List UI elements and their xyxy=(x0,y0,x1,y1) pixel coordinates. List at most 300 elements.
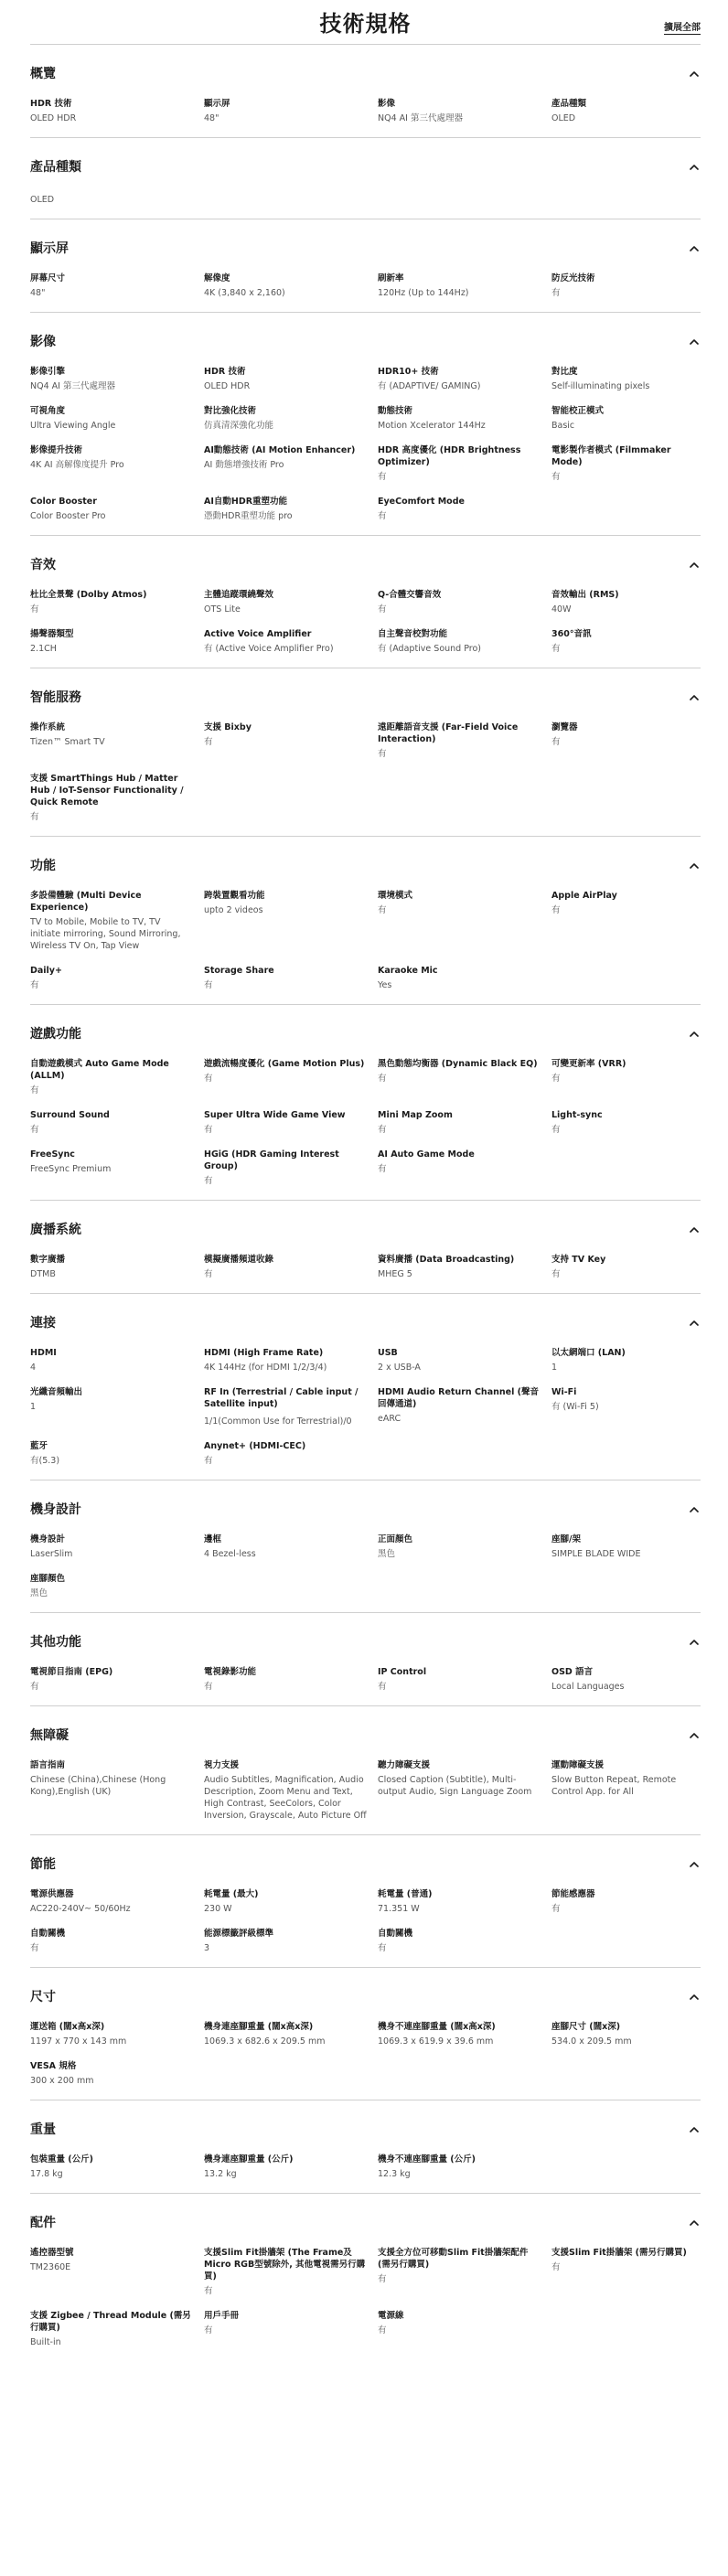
spec-item xyxy=(204,1254,378,1280)
spec-value: 有 xyxy=(378,511,387,521)
spec-item xyxy=(551,405,701,432)
spec-item xyxy=(204,496,378,522)
spec-label: 機身連座腳重量 (公斤) xyxy=(204,2154,294,2164)
spec-label: 黑色動態均衡器 (Dynamic Black EQ) xyxy=(378,1059,538,1069)
spec-value: 有 xyxy=(204,2286,213,2296)
spec-item xyxy=(204,2060,378,2087)
spec-item xyxy=(204,2310,378,2348)
spec-item xyxy=(551,1254,701,1280)
section-header-toggle[interactable] xyxy=(30,156,701,176)
spec-item xyxy=(30,1347,204,1374)
spec-item xyxy=(378,2021,551,2047)
spec-label: 防反光技術 xyxy=(551,273,595,283)
spec-item xyxy=(378,1759,551,1822)
spec-section xyxy=(30,219,701,312)
spec-value: OLED xyxy=(30,195,55,205)
spec-value: 有 xyxy=(30,604,39,615)
page-bottom-spacer xyxy=(30,2361,701,2389)
spec-label: 藍牙 xyxy=(30,1441,48,1451)
section-title: 功能 xyxy=(30,859,56,873)
spec-label: Wi-Fi xyxy=(551,1387,577,1397)
spec-item xyxy=(378,2154,551,2180)
spec-item xyxy=(204,1534,378,1560)
spec-value: 有 xyxy=(378,1682,387,1692)
spec-item xyxy=(30,1149,204,1187)
spec-label: FreeSync xyxy=(30,1149,75,1160)
spec-value: 有 xyxy=(204,1456,213,1466)
spec-item xyxy=(378,890,551,952)
spec-value: LaserSlim xyxy=(30,1549,73,1559)
spec-label: HDR 高度優化 (HDR Brightness Optimizer) xyxy=(378,445,521,467)
spec-item xyxy=(30,1254,204,1280)
spec-item xyxy=(551,1928,701,1954)
spec-label: 光纖音頻輸出 xyxy=(30,1387,83,1397)
spec-value: Color Booster Pro xyxy=(30,511,106,521)
chevron-up-icon[interactable] xyxy=(688,1990,701,2003)
spec-value: 有 xyxy=(551,737,561,747)
spec-label: 運送箱 (闊x高x深) xyxy=(30,2022,105,2032)
spec-label: 能源標籤評級標準 xyxy=(204,1929,274,1939)
section-title: 連接 xyxy=(30,1316,56,1331)
spec-value: 有 (Wi-Fi 5) xyxy=(551,1402,599,1412)
spec-item xyxy=(551,98,701,124)
spec-label: 機身設計 xyxy=(30,1534,66,1545)
spec-item xyxy=(551,366,701,392)
spec-label: HGiG (HDR Gaming Interest Group) xyxy=(204,1149,339,1171)
spec-label: RF In (Terrestrial / Cable input / Satellite input) xyxy=(204,1387,359,1409)
spec-grid xyxy=(30,589,701,655)
spec-value: 4 Bezel-less xyxy=(204,1549,256,1559)
spec-label: Q-合體交響音效 xyxy=(378,590,442,600)
spec-item xyxy=(30,1928,204,1954)
spec-item xyxy=(378,444,551,483)
spec-value: 有(5.3) xyxy=(30,1456,60,1466)
spec-item xyxy=(551,1058,701,1096)
spec-section xyxy=(30,44,701,137)
spec-label: 電視錄影功能 xyxy=(204,1667,257,1677)
spec-item xyxy=(378,1254,551,1280)
spec-item xyxy=(551,1149,701,1187)
spec-value: 有 xyxy=(378,1164,387,1174)
spec-value: 有 xyxy=(551,1074,561,1084)
spec-section xyxy=(30,668,701,836)
spec-item xyxy=(30,1058,204,1096)
spec-item xyxy=(551,965,701,991)
spec-label: 刷新率 xyxy=(378,273,404,283)
spec-item xyxy=(30,1386,204,1427)
spec-value: 有 xyxy=(378,604,387,615)
spec-item xyxy=(551,1386,701,1427)
section-title: 尺寸 xyxy=(30,1990,56,2004)
spec-label: Karaoke Mic xyxy=(378,966,438,976)
section-header-toggle[interactable] xyxy=(30,1499,701,1519)
spec-label: 用戶手冊 xyxy=(204,2311,240,2321)
spec-item xyxy=(378,1109,551,1136)
section-header-toggle[interactable] xyxy=(30,1854,701,1874)
spec-label: 跨裝置觀看功能 xyxy=(204,891,265,901)
chevron-up-icon[interactable] xyxy=(688,241,701,254)
spec-value: 71.351 W xyxy=(378,1904,420,1914)
spec-item xyxy=(30,1888,204,1915)
spec-item xyxy=(551,1666,701,1693)
spec-item xyxy=(378,773,551,823)
spec-item xyxy=(378,2060,551,2087)
spec-label: 電影製作者模式 (Filmmaker Mode) xyxy=(551,445,671,467)
spec-value: 1069.3 x 619.9 x 39.6 mm xyxy=(378,2036,494,2047)
spec-item xyxy=(30,366,204,392)
spec-item xyxy=(378,366,551,392)
spec-label: 智能校正模式 xyxy=(551,406,605,416)
spec-item xyxy=(551,628,701,655)
spec-value: 有 xyxy=(551,1125,561,1135)
spec-section xyxy=(30,2193,701,2361)
spec-value: 有 xyxy=(551,905,561,915)
spec-item xyxy=(30,496,204,522)
spec-label: 遊戲流暢度優化 (Game Motion Plus) xyxy=(204,1059,365,1069)
spec-label: 包裝重量 (公斤) xyxy=(30,2154,93,2164)
section-title: 遊戲功能 xyxy=(30,1027,81,1042)
section-header-toggle[interactable] xyxy=(30,63,701,83)
spec-section xyxy=(30,137,701,219)
spec-value: SIMPLE BLADE WIDE xyxy=(551,1549,641,1559)
spec-value: 有 xyxy=(204,2325,213,2336)
spec-value: Self-illuminating pixels xyxy=(551,381,650,391)
spec-value: 有 xyxy=(551,288,561,298)
spec-label: 座腳尺寸 (闊x深) xyxy=(551,2022,621,2032)
spec-label: 主體追蹤環繞聲效 xyxy=(204,590,274,600)
spec-label: 屏幕尺寸 xyxy=(30,273,66,283)
section-header-toggle[interactable] xyxy=(30,1219,701,1239)
spec-item xyxy=(30,1534,204,1560)
spec-section xyxy=(30,1705,701,1834)
spec-grid xyxy=(30,1534,701,1599)
chevron-up-icon[interactable] xyxy=(688,2216,701,2229)
spec-value: 有 xyxy=(378,905,387,915)
spec-value: Local Languages xyxy=(551,1682,625,1692)
spec-item xyxy=(378,2310,551,2348)
spec-label: Light-sync xyxy=(551,1110,603,1120)
spec-label: 操作系統 xyxy=(30,722,66,732)
chevron-up-icon[interactable] xyxy=(688,67,701,80)
chevron-up-icon[interactable] xyxy=(688,160,701,173)
spec-item xyxy=(204,773,378,823)
spec-label: Surround Sound xyxy=(30,1110,110,1120)
spec-label: 產品種類 xyxy=(551,99,587,109)
spec-label: 音效輸出 (RMS) xyxy=(551,590,619,600)
spec-value: 1 xyxy=(30,1402,37,1412)
spec-value: 仿真清深強化功能 xyxy=(204,421,274,431)
spec-value: Slow Button Repeat, Remote Control App. for All xyxy=(551,1775,677,1797)
section-title: 其他功能 xyxy=(30,1635,81,1650)
spec-item xyxy=(204,1928,378,1954)
spec-value: 有 xyxy=(204,1269,213,1279)
spec-value: 4 xyxy=(30,1363,37,1373)
spec-label: 多設備體驗 (Multi Device Experience) xyxy=(30,891,142,913)
spec-section xyxy=(30,1612,701,1705)
section-header-toggle[interactable] xyxy=(30,1725,701,1745)
spec-grid xyxy=(30,1666,701,1693)
spec-item xyxy=(378,1666,551,1693)
spec-item xyxy=(30,589,204,615)
spec-value: Ultra Viewing Angle xyxy=(30,421,116,431)
spec-label: 動態技術 xyxy=(378,406,413,416)
spec-item xyxy=(551,1534,701,1560)
spec-item xyxy=(30,2154,204,2180)
spec-value: 有 (Adaptive Sound Pro) xyxy=(378,644,482,654)
spec-item xyxy=(378,273,551,299)
section-title: 機身設計 xyxy=(30,1502,81,1517)
section-title: 廣播系統 xyxy=(30,1223,81,1237)
spec-label: 解像度 xyxy=(204,273,230,283)
spec-label: Super Ultra Wide Game View xyxy=(204,1110,346,1120)
spec-item xyxy=(30,444,204,483)
spec-grid xyxy=(30,1058,701,1187)
chevron-up-icon[interactable] xyxy=(688,1027,701,1040)
spec-item xyxy=(30,628,204,655)
spec-value: 黑色 xyxy=(30,1588,48,1598)
spec-item xyxy=(551,1109,701,1136)
spec-value: 有 xyxy=(30,1085,39,1096)
spec-value: 有 xyxy=(551,2262,561,2272)
spec-item xyxy=(30,1666,204,1693)
spec-item xyxy=(378,628,551,655)
spec-item xyxy=(551,1573,701,1599)
spec-label: 支援Slim Fit掛牆架 (需另行購買) xyxy=(551,2248,687,2258)
spec-item xyxy=(551,2021,701,2047)
section-title: 概覽 xyxy=(30,67,56,81)
spec-item xyxy=(204,628,378,655)
chevron-up-icon[interactable] xyxy=(688,2122,701,2135)
spec-item xyxy=(30,773,204,823)
spec-value: 有 xyxy=(378,1943,387,1953)
spec-section xyxy=(30,312,701,535)
spec-label: 機身不連座腳重量 (闊x高x深) xyxy=(378,2022,496,2032)
spec-item xyxy=(551,2247,701,2297)
spec-value: 48" xyxy=(204,113,219,123)
spec-item xyxy=(551,890,701,952)
spec-item xyxy=(204,273,378,299)
chevron-up-icon[interactable] xyxy=(688,335,701,347)
spec-item xyxy=(30,405,204,432)
spec-label: 電源供應器 xyxy=(30,1889,74,1899)
spec-item xyxy=(204,1666,378,1693)
spec-item xyxy=(204,965,378,991)
spec-value: NQ4 AI 第三代處理器 xyxy=(378,113,463,123)
spec-item xyxy=(378,98,551,124)
spec-label: Color Booster xyxy=(30,497,97,507)
section-header-toggle[interactable] xyxy=(30,331,701,351)
spec-item xyxy=(378,1149,551,1187)
spec-item xyxy=(30,2021,204,2047)
spec-value: 3 xyxy=(204,1943,210,1953)
spec-value: 534.0 x 209.5 mm xyxy=(551,2036,632,2047)
spec-item xyxy=(378,1347,551,1374)
spec-label: 可視角度 xyxy=(30,406,66,416)
spec-label: 邊框 xyxy=(204,1534,222,1545)
spec-item xyxy=(204,589,378,615)
spec-value: 有 xyxy=(551,472,561,482)
spec-value: 1197 x 770 x 143 mm xyxy=(30,2036,127,2047)
spec-section xyxy=(30,836,701,1004)
spec-value: AI 動態增強技術 Pro xyxy=(204,460,284,470)
spec-item xyxy=(378,1058,551,1096)
spec-item xyxy=(378,1888,551,1915)
spec-value: 有 xyxy=(30,1125,39,1135)
spec-label: 機身連座腳重量 (闊x高x深) xyxy=(204,2022,314,2032)
spec-section xyxy=(30,1480,701,1612)
spec-item xyxy=(30,890,204,952)
chevron-up-icon[interactable] xyxy=(688,1857,701,1870)
spec-label: 耗電量 (普通) xyxy=(378,1889,433,1899)
spec-value: 有 xyxy=(204,1682,213,1692)
spec-value: 有 xyxy=(204,1125,213,1135)
spec-section xyxy=(30,1293,701,1480)
spec-value: 有 xyxy=(30,980,39,990)
spec-label: 運動障礙支援 xyxy=(551,1760,605,1770)
chevron-up-icon[interactable] xyxy=(688,859,701,871)
spec-grid xyxy=(30,721,701,823)
spec-label: AI自動HDR重塑功能 xyxy=(204,497,288,507)
spec-label: EyeComfort Mode xyxy=(378,497,465,507)
spec-value: OLED xyxy=(551,113,576,123)
spec-label: AI Auto Game Mode xyxy=(378,1149,475,1160)
chevron-up-icon[interactable] xyxy=(688,1728,701,1741)
section-header-toggle[interactable] xyxy=(30,1631,701,1651)
spec-label: 電源線 xyxy=(378,2311,404,2321)
spec-item xyxy=(30,1440,204,1467)
spec-item xyxy=(551,2310,701,2348)
spec-item xyxy=(551,2154,701,2180)
spec-item xyxy=(551,1440,701,1467)
spec-value: 黑色 xyxy=(378,1549,396,1559)
section-title: 智能服務 xyxy=(30,690,81,705)
spec-value: eARC xyxy=(378,1414,401,1424)
spec-item xyxy=(551,1347,701,1374)
chevron-up-icon[interactable] xyxy=(688,1223,701,1235)
spec-item xyxy=(204,1573,378,1599)
spec-label: 自動遊戲模式 Auto Game Mode (ALLM) xyxy=(30,1059,169,1081)
section-title: 節能 xyxy=(30,1857,56,1872)
spec-item xyxy=(551,2060,701,2087)
spec-value: 48" xyxy=(30,288,46,298)
spec-item xyxy=(378,405,551,432)
section-header-toggle[interactable] xyxy=(30,1312,701,1332)
section-title: 顯示屏 xyxy=(30,241,69,256)
spec-item xyxy=(378,496,551,522)
section-header-toggle[interactable] xyxy=(30,2212,701,2232)
spec-value: 40W xyxy=(551,604,572,615)
page-title: 技術規格 xyxy=(319,11,412,37)
spec-value: 有 xyxy=(378,2274,387,2284)
spec-item xyxy=(204,1440,378,1467)
spec-label: Storage Share xyxy=(204,966,274,976)
spec-value: Closed Caption (Subtitle), Multi-output Audio, Sign Language Zoom xyxy=(378,1775,532,1797)
section-header-toggle[interactable] xyxy=(30,687,701,707)
spec-section xyxy=(30,2100,701,2193)
spec-label: 支援 Bixby xyxy=(204,722,252,732)
chevron-up-icon[interactable] xyxy=(688,1316,701,1329)
spec-value: 2.1CH xyxy=(30,644,57,654)
spec-item xyxy=(378,1440,551,1467)
spec-value: 有 xyxy=(204,1074,213,1084)
spec-value: 有 xyxy=(30,1682,39,1692)
chevron-up-icon[interactable] xyxy=(688,690,701,703)
spec-item xyxy=(378,1928,551,1954)
spec-label: Apple AirPlay xyxy=(551,891,617,901)
spec-value: OLED HDR xyxy=(30,113,77,123)
spec-value: 有 xyxy=(551,1904,561,1914)
spec-item xyxy=(204,366,378,392)
spec-item xyxy=(204,2154,378,2180)
spec-grid xyxy=(30,2021,701,2087)
spec-grid xyxy=(30,273,701,299)
spec-section xyxy=(30,1200,701,1293)
section-header-toggle[interactable] xyxy=(30,1023,701,1043)
spec-item xyxy=(30,1109,204,1136)
spec-value: Chinese (China),Chinese (Hong Kong),English (UK) xyxy=(30,1775,166,1797)
spec-section xyxy=(30,1967,701,2100)
chevron-up-icon[interactable] xyxy=(688,1502,701,1515)
spec-item xyxy=(378,1386,551,1427)
spec-section xyxy=(30,535,701,668)
spec-label: 座腳顏色 xyxy=(30,1574,66,1584)
spec-value: 有 xyxy=(30,812,39,822)
spec-item xyxy=(551,773,701,823)
spec-value: 1069.3 x 682.6 x 209.5 mm xyxy=(204,2036,326,2047)
section-title: 產品種類 xyxy=(30,160,81,175)
spec-label: 資料廣播 (Data Broadcasting) xyxy=(378,1255,515,1265)
spec-item xyxy=(204,405,378,432)
spec-label: 對比度 xyxy=(551,367,578,377)
spec-value: 有 xyxy=(378,2325,387,2336)
section-header-toggle[interactable] xyxy=(30,238,701,258)
spec-label: 自動關機 xyxy=(30,1929,66,1939)
spec-grid xyxy=(30,366,701,522)
section-title: 配件 xyxy=(30,2216,56,2230)
spec-value: OLED HDR xyxy=(204,381,251,391)
spec-item xyxy=(204,1759,378,1822)
spec-value: 4K 144Hz (for HDMI 1/2/3/4) xyxy=(204,1363,327,1373)
spec-grid xyxy=(30,2154,701,2180)
section-header-toggle[interactable] xyxy=(30,2119,701,2139)
section-header-toggle[interactable] xyxy=(30,855,701,875)
spec-item xyxy=(551,496,701,522)
spec-grid xyxy=(30,191,701,206)
spec-label: 自主聲音校對功能 xyxy=(378,629,448,639)
spec-value: 有 xyxy=(551,1269,561,1279)
section-title: 重量 xyxy=(30,2122,56,2137)
spec-label: HDMI (High Frame Rate) xyxy=(204,1348,324,1358)
spec-label: 視力支援 xyxy=(204,1760,240,1770)
spec-value: 有 (Active Voice Amplifier Pro) xyxy=(204,644,334,654)
spec-value: 12.3 kg xyxy=(378,2169,411,2179)
spec-value: Basic xyxy=(551,421,575,431)
spec-item xyxy=(30,1573,204,1599)
spec-label: 影像引擎 xyxy=(30,367,66,377)
spec-value: 4K AI 高解像度提升 Pro xyxy=(30,460,124,470)
spec-item xyxy=(204,2247,378,2297)
chevron-up-icon[interactable] xyxy=(688,1635,701,1648)
spec-value: 13.2 kg xyxy=(204,2169,237,2179)
spec-value: DTMB xyxy=(30,1269,56,1279)
expand-all-link[interactable]: 擴展全部 xyxy=(664,23,701,33)
spec-label: 遠距離語音支援 (Far-Field Voice Interaction) xyxy=(378,722,519,744)
spec-label: 支援Slim Fit掛牆架 (The Frame及Micro RGB型號除外, 其他電視需另行購買) xyxy=(204,2248,366,2282)
chevron-up-icon[interactable] xyxy=(688,558,701,571)
section-header-toggle[interactable] xyxy=(30,1986,701,2006)
section-header-toggle[interactable] xyxy=(30,554,701,574)
spec-label: AI動態技術 (AI Motion Enhancer) xyxy=(204,445,356,455)
